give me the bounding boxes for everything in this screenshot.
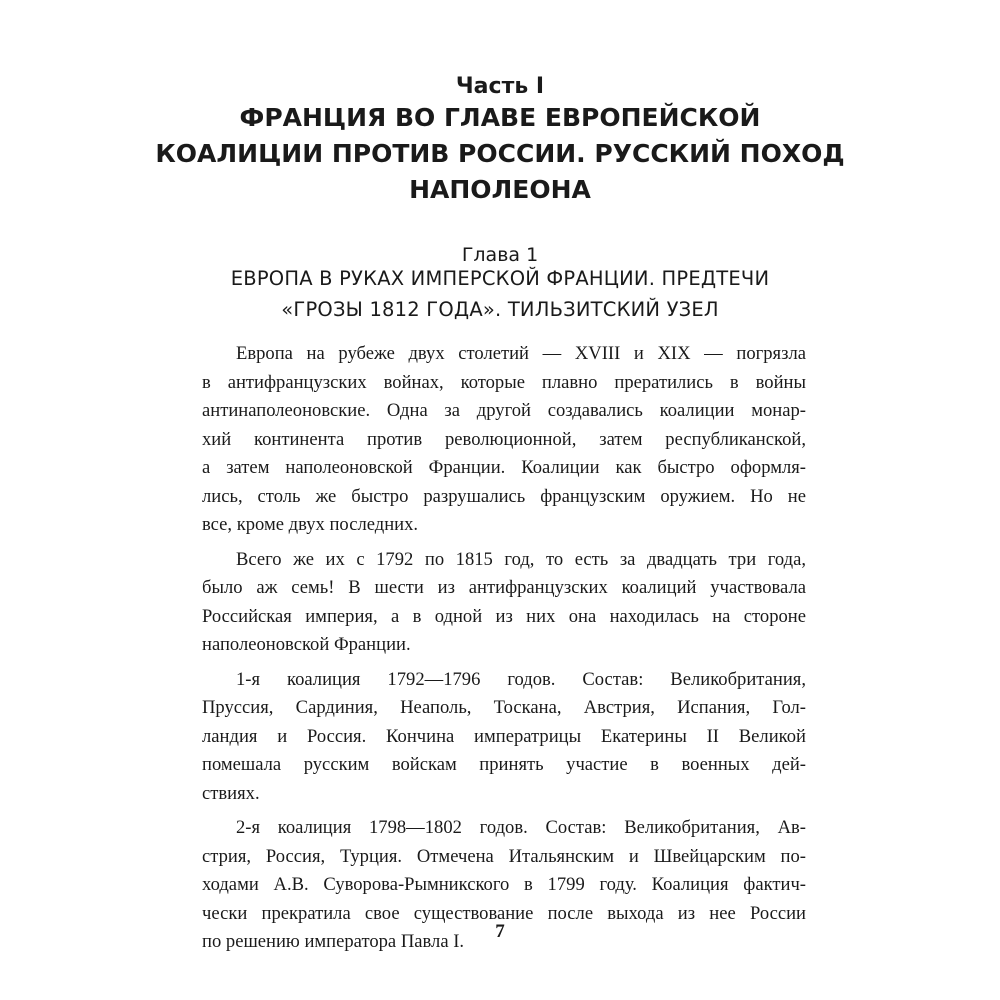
chapter-title-line: «ГРОЗЫ 1812 ГОДА». ТИЛЬЗИТСКИЙ УЗЕЛ xyxy=(281,298,719,321)
text-line: наполеоновской Франции. xyxy=(202,634,411,655)
text-line: а затем наполеоновской Франции. Коалиции как быстро оформля- xyxy=(202,457,806,478)
chapter-title-line: ЕВРОПА В РУКАХ ИМПЕРСКОЙ ФРАНЦИИ. ПРЕДТЕЧИ xyxy=(230,267,770,290)
part-label: Часть I xyxy=(455,74,545,99)
paragraph xyxy=(202,666,806,809)
text-line: антинаполеоновские. Одна за другой создавались коалиции монар- xyxy=(202,400,806,421)
text-line: 1-я коалиция 1792—1796 годов. Состав: Великобритания, xyxy=(236,668,806,690)
text-line: в антифранцузских войнах, которые плавно прератились в войны xyxy=(202,371,806,393)
part-title-line: НАПОЛЕОНА xyxy=(409,175,591,204)
page-number: 7 xyxy=(495,921,505,942)
chapter-label: Глава 1 xyxy=(461,244,539,266)
part-title xyxy=(150,100,850,208)
body-text xyxy=(202,340,806,963)
chapter-title xyxy=(180,263,820,325)
text-line: помешала русским войскам принять участие в военных дей- xyxy=(202,754,806,775)
text-line: ствиях. xyxy=(202,782,260,804)
text-line: чески прекратила свое существование после выхода из нее России xyxy=(202,902,806,924)
text-line: ходами А.В. Суворова-Рымникского в 1799 году. Коалиция фактич- xyxy=(202,874,806,895)
text-line: Пруссия, Сардиния, Неаполь, Тоскана, Австрия, Испания, Гол- xyxy=(202,697,806,718)
text-line: хий континента против революционной, затем республиканской, xyxy=(202,428,806,450)
text-line: 2-я коалиция 1798—1802 годов. Состав: Великобритания, Ав- xyxy=(236,817,806,838)
text-line: Всего же их с 1792 по 1815 год, то есть за двадцать три года, xyxy=(236,548,806,570)
text-line: Российская империя, а в одной из них она находилась на стороне xyxy=(202,605,806,627)
part-title-line: ФРАНЦИЯ ВО ГЛАВЕ ЕВРОПЕЙСКОЙ xyxy=(239,103,761,132)
text-line: стрия, Россия, Турция. Отмечена Итальянским и Швейцарским по- xyxy=(202,845,806,867)
text-line: Европа на рубеже двух столетий — XVIII и XIX — погрязла xyxy=(236,343,806,364)
text-line: все, кроме двух последних. xyxy=(202,514,419,535)
text-line: лись, столь же быстро разрушались французским оружием. Но не xyxy=(202,485,806,507)
text-line: по решению императора Павла I. xyxy=(202,931,465,952)
paragraph xyxy=(202,340,806,540)
paragraph xyxy=(202,546,806,660)
text-line: было аж семь! В шести из антифранцузских коалиций участвовала xyxy=(202,577,806,598)
part-title-line: КОАЛИЦИИ ПРОТИВ РОССИИ. РУССКИЙ ПОХОД xyxy=(155,139,845,168)
text-line: ландия и Россия. Кончина императрицы Екатерины II Великой xyxy=(202,725,806,747)
